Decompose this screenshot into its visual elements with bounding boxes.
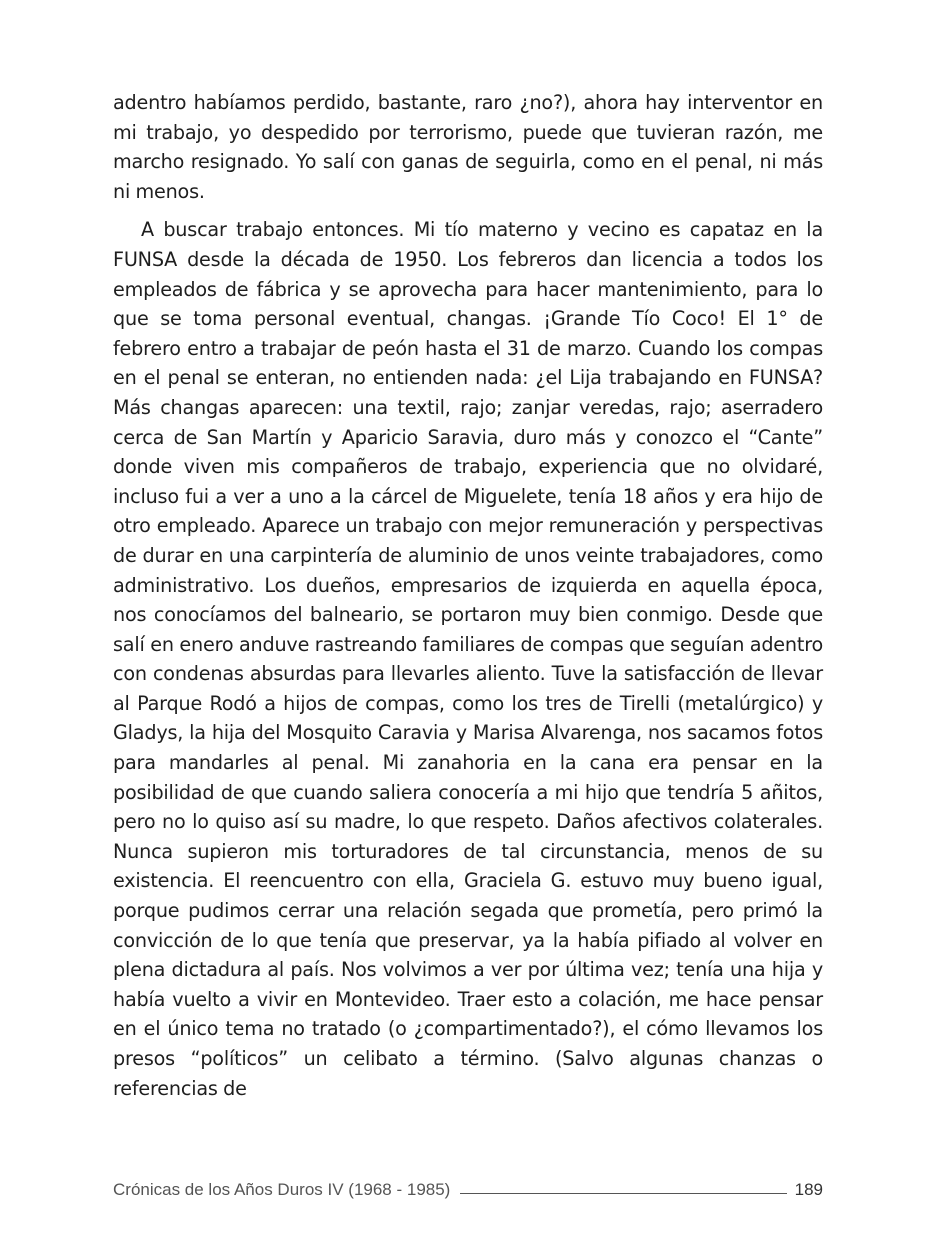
footer-rule <box>460 1193 786 1194</box>
paragraph-continuation: adentro habíamos perdido, bastante, raro ¿no?), ahora hay interventor en mi trabajo, yo despedido por terrorismo, puede que tuvieran razón, me marcho resignado. Yo salí con ganas de seguirla, como en el penal, ni más ni menos. <box>113 91 823 203</box>
page-footer <box>113 1176 823 1204</box>
page-body <box>113 88 823 1103</box>
paragraph-main: A buscar trabajo entonces. Mi tío materno y vecino es capataz en la FUNSA desde la década de 1950. Los febreros dan licencia a todos los empleados de fábrica y se aprovecha para hacer mantenimiento, para lo que se toma personal eventual, changas. ¡Grande Tío Coco! El 1° de febrero entro a trabajar de peón hasta el 31 de marzo. Cuando los compas en el penal se enteran, no entienden nada: ¿el Lija trabajando en FUNSA? Más changas aparecen: una textil, rajo; zanjar veredas, rajo; aserradero cerca de San Martín y Aparicio Saravia, duro más y conozco el “Cante” donde viven mis compañeros de trabajo, experiencia que no olvidaré, incluso fui a ver a uno a la cárcel de Miguelete, tenía 18 años y era hijo de otro empleado. Aparece un trabajo con mejor remuneración y perspectivas de durar en una carpintería de aluminio de unos veinte trabajadores, como administrativo. Los dueños, empresarios de izquierda en aquella época, nos conocíamos del balneario, se portaron muy bien conmigo. Desde que salí en enero anduve rastreando familiares de compas que seguían adentro con condenas absurdas para llevarles aliento. Tuve la satisfacción de llevar al Parque Rodó a hijos de compas, como los tres de Tirelli (metalúrgico) y Gladys, la hija del Mosquito Caravia y Marisa Alvarenga, nos sacamos fotos para mandarles al penal. Mi zanahoria en la cana era pensar en la posibilidad de que cuando saliera conocería a mi hijo que tendría 5 añitos, pero no lo quiso así su madre, lo que respeto. Daños afectivos colaterales. Nunca supieron mis torturadores de tal circunstancia, menos de su existencia. El reencuentro con ella, Graciela G. estuvo muy bueno igual, porque pudimos cerrar una relación segada que prometía, pero primó la convicción de lo que tenía que preservar, ya la había pifiado al volver en plena dictadura al país. Nos volvimos a ver por última vez; tenía una hija y había vuelto a vivir en Montevideo. Traer esto a colación, me hace pensar en el único tema no tratado (o ¿compartimentado?), el cómo llevamos los presos “políticos” un celibato a término. (Salvo algunas chanzas o referencias de <box>113 218 823 1100</box>
footer-book-title: Crónicas de los Años Duros IV (1968 - 1985) <box>113 1180 451 1199</box>
page-number: 189 <box>794 1180 823 1199</box>
